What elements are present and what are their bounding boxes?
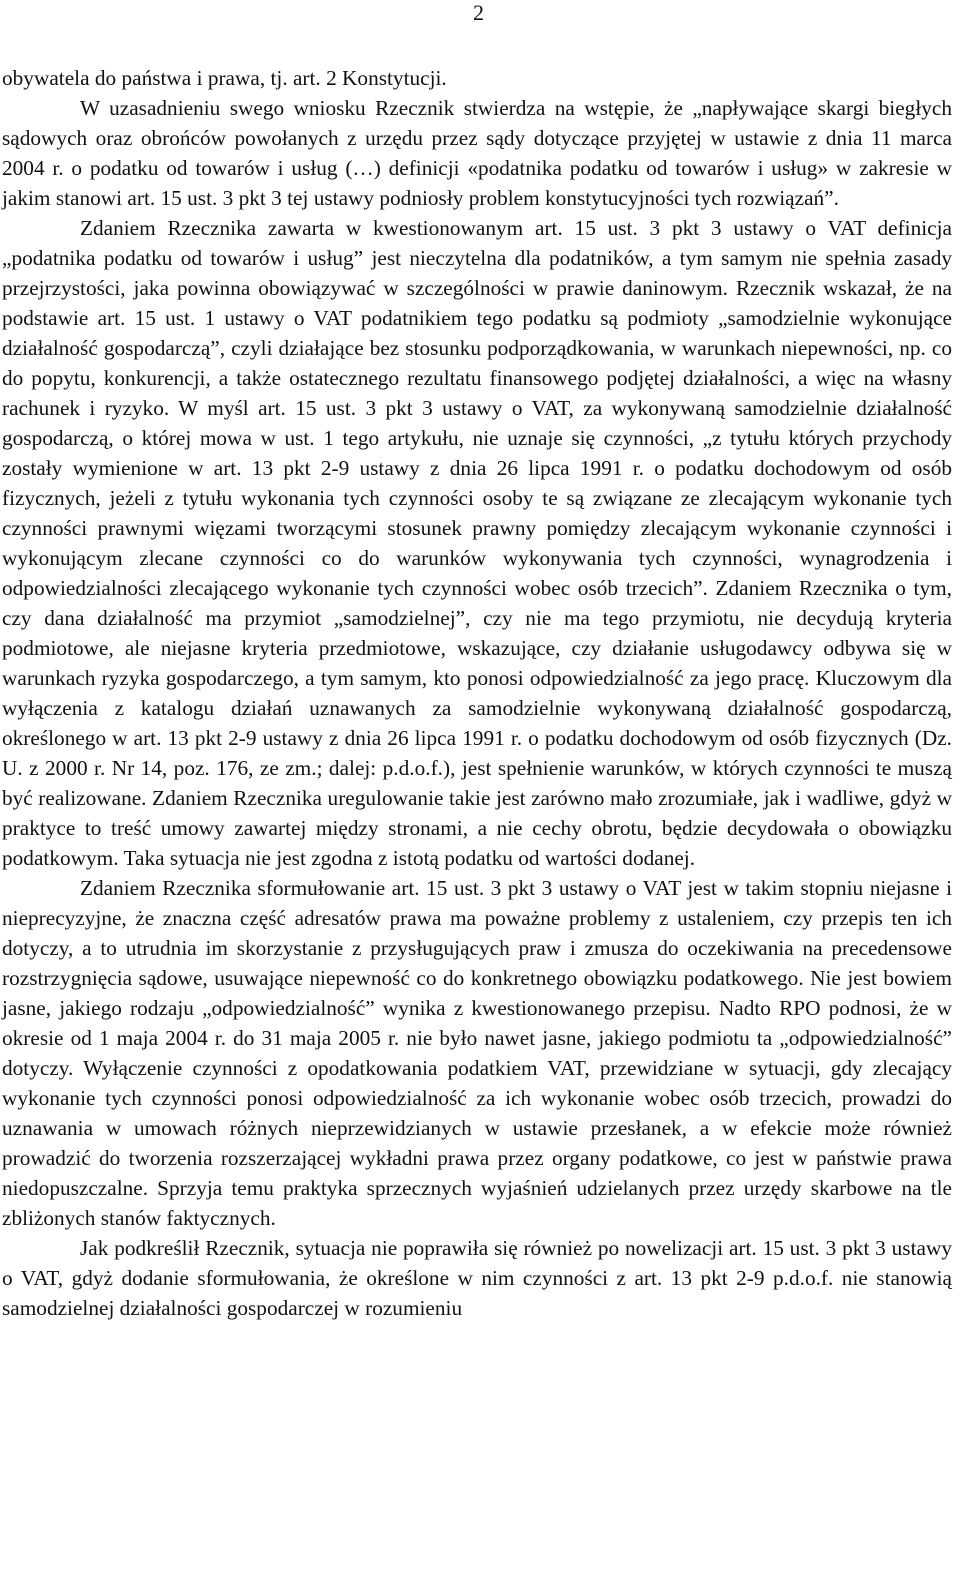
paragraph-application-summary: W uzasadnieniu swego wniosku Rzecznik stwierdza na wstępie, że „napływające skargi biegłych sądowych oraz obrońców powołanych z urzędu przez sądy dotyczące przyjętej w ustawie z dnia 11 marca 2004 r. o podatku od towarów i usług (…) definicji «podatnika podatku od towarów i usług» w zakresie w jakim stanowi art. 15 ust. 3 pkt 3 tej ustawy podniosły problem konstytucyjności tych rozwiązań”. bbox=[2, 96, 952, 210]
paragraph-ombudsman-argument: Zdaniem Rzecznika zawarta w kwestionowanym art. 15 ust. 3 pkt 3 ustawy o VAT definicja „podatnika podatku od towarów i usług” jest nieczytelna dla podatników, a tym samym nie spełnia zasady przejrzystości, jaka powinna obowiązywać w szczególności w prawie daninowym. Rzecznik wskazał, że na podstawie art. 15 ust. 1 ustawy o VAT podatnikiem tego podatku są podmioty „samodzielnie wykonujące działalność gospodarczą”, czyli działające bez stosunku podporządkowania, w warunkach niepewności, np. co do popytu, konkurencji, a także ostatecznego rezultatu finansowego podjętej działalności, a więc na własny rachunek i ryzyko. W myśl art. 15 ust. 3 pkt 3 ustawy o VAT, za wykonywaną samodzielnie działalność gospodarczą, o której mowa w ust. 1 tego artykułu, nie uznaje się czynności, „z tytułu których przychody zostały wymienione w art. 13 pkt 2-9 ustawy z dnia 26 lipca 1991 r. o podatku dochodowym od osób fizycznych, jeżeli z tytułu wykonania tych czynności osoby te są związane ze zlecającym wykonanie tych czynności prawnymi więzami tworzącymi stosunek prawny pomiędzy zlecającym wykonanie czynności i wykonującym zlecane czynności co do warunków wykonywania tych czynności, wynagrodzenia i odpowiedzialności zlecającego wykonanie tych czynności wobec osób trzecich”. Zdaniem Rzecznika o tym, czy dana działalność ma przymiot „samodzielnej”, czy nie ma tego przymiotu, nie decydują kryteria podmiotowe, ale niejasne kryteria przedmiotowe, wskazujące, czy działanie usługodawcy odbywa się w warunkach ryzyka gospodarczego, a tym samym, kto ponosi odpowiedzialność za jego pracę. Kluczowym dla wyłączenia z katalogu działań uznawanych za samodzielnie wykonywaną działalność gospodarczą, określonego w art. 13 pkt 2-9 ustawy z dnia 26 lipca 1991 r. o podatku dochodowym od osób fizycznych (Dz. U. z 2000 r. Nr 14, poz. 176, ze zm.; dalej: p.d.o.f.), jest spełnienie warunków, w których czynności te muszą być realizowane. Zdaniem Rzecznika uregulowanie takie jest zarówno mało zrozumiałe, jak i wadliwe, gdyż w praktyce to treść umowy zawartej między stronami, a nie cechy obrotu, będzie decydowała o obowiązku podatkowym. Taka sytuacja nie jest zgodna z istotą podatku od wartości dodanej. bbox=[2, 216, 952, 870]
paragraph-continuation: obywatela do państwa i prawa, tj. art. 2 Konstytucji. bbox=[2, 66, 447, 90]
document-body bbox=[2, 63, 952, 1323]
paragraph-amendment-argument: Jak podkreślił Rzecznik, sytuacja nie poprawiła się również po nowelizacji art. 15 ust. 3 pkt 3 ustawy o VAT, gdyż dodanie sformułowania, że określone w nim czynności z art. 13 pkt 2-9 p.d.o.f. nie stanowią samodzielnej działalności gospodarczej w rozumieniu bbox=[2, 1236, 952, 1320]
paragraph-ambiguity-argument: Zdaniem Rzecznika sformułowanie art. 15 ust. 3 pkt 3 ustawy o VAT jest w takim stopniu niejasne i nieprecyzyjne, że znaczna część adresatów prawa ma poważne problemy z ustaleniem, czy przepis ten ich dotyczy, a to utrudnia im skorzystanie z przysługujących praw i zmusza do oczekiwania na precedensowe rozstrzygnięcia sądowe, usuwające niepewność co do konkretnego obowiązku podatkowego. Nie jest bowiem jasne, jakiego rodzaju „odpowiedzialność” wynika z kwestionowanego przepisu. Nadto RPO podnosi, że w okresie od 1 maja 2004 r. do 31 maja 2005 r. nie było nawet jasne, jakiego podmiotu ta „odpowiedzialność” dotyczy. Wyłączenie czynności z opodatkowania podatkiem VAT, przewidziane w sytuacji, gdy zlecający wykonanie tych czynności ponosi odpowiedzialność za ich wykonanie wobec osób trzecich, prowadzi do uznawania w umowach różnych nieprzewidzianych w ustawie przesłanek, a w efekcie może również prowadzić do tworzenia rozszerzającej wykładni prawa przez organy podatkowe, co jest w państwie prawa niedopuszczalne. Sprzyja temu praktyka sprzecznych wyjaśnień udzielanych przez urzędy skarbowe na tle zbliżonych stanów faktycznych. bbox=[2, 876, 952, 1230]
page-number: 2 bbox=[473, 0, 484, 25]
